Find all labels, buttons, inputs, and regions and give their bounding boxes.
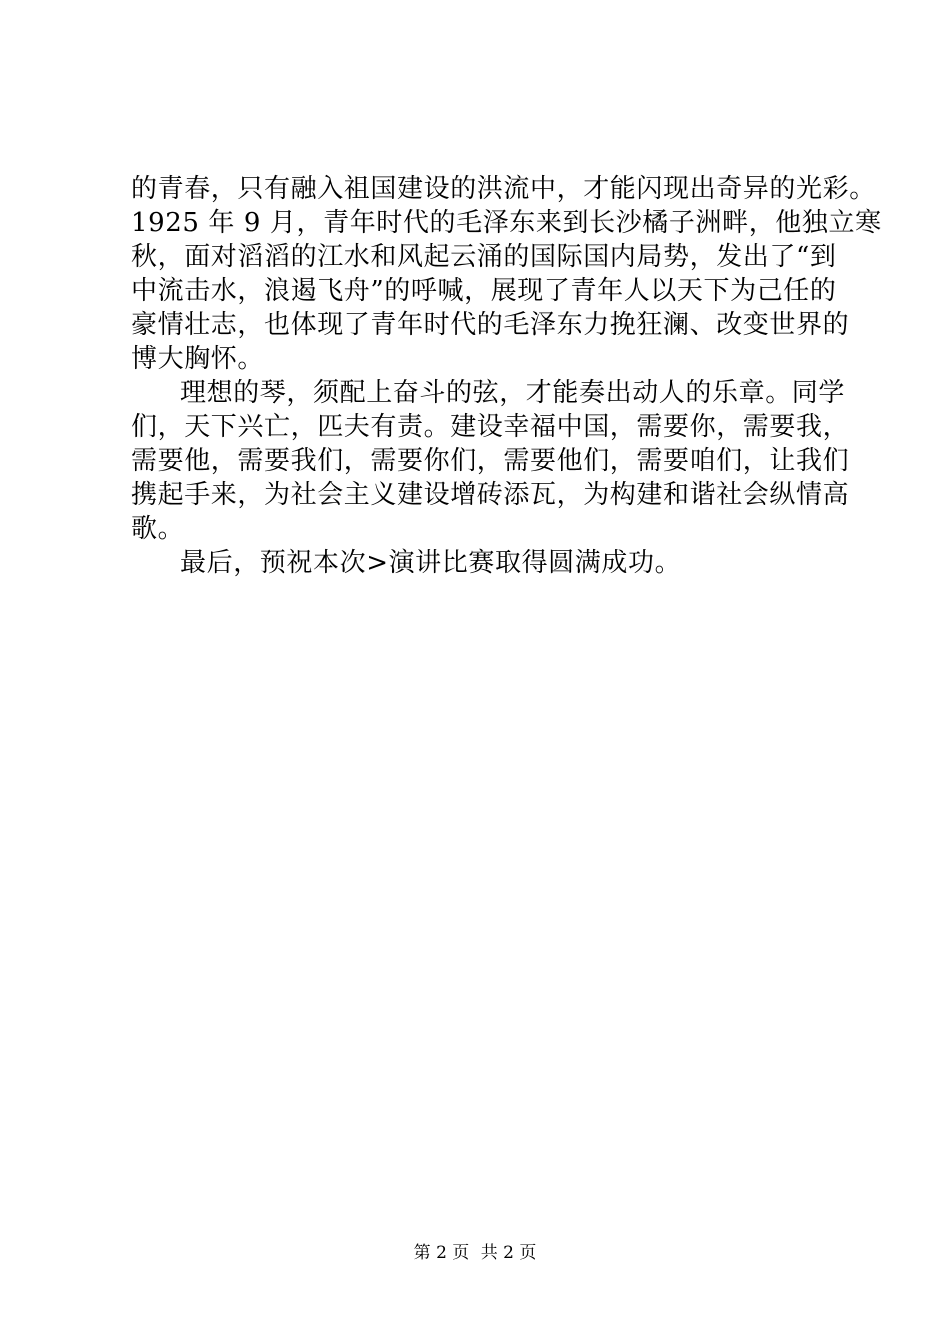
text-line: 的青春，只有融入祖国建设的洪流中，才能闪现出奇异的光彩。 (131, 174, 876, 204)
text-line: 最后，预祝本次>演讲比赛取得圆满成功。 (180, 548, 682, 578)
text-line: 歌。 (131, 514, 185, 544)
text-line: 中流击水，浪遏飞舟”的呼喊，展现了青年人以天下为己任的 (131, 276, 837, 306)
page-number: 第 2 页 (413, 1243, 470, 1263)
total-pages: 共 2 页 (480, 1243, 537, 1263)
text-line: 1925 年 9 月，青年时代的毛泽东来到长沙橘子洲畔，他独立寒 (131, 208, 882, 238)
text-line: 携起手来，为社会主义建设增砖添瓦，为构建和谐社会纵情高 (131, 480, 850, 510)
text-line: 需要他，需要我们，需要你们，需要他们，需要咱们，让我们 (131, 446, 850, 476)
text-line: 理想的琴，须配上奋斗的弦，才能奏出动人的乐章。同学 (180, 378, 846, 408)
text-line: 豪情壮志，也体现了青年时代的毛泽东力挽狂澜、改变世界的 (131, 310, 850, 340)
paragraph-1 (131, 172, 882, 376)
paragraph-3 (131, 546, 836, 580)
page-footer (0, 1242, 950, 1264)
text-line: 博大胸怀。 (131, 344, 265, 374)
text-line: 们，天下兴亡，匹夫有责。建设幸福中国，需要你，需要我， (131, 412, 850, 442)
body-text (131, 172, 882, 580)
text-line: 秋，面对滔滔的江水和风起云涌的国际国内局势，发出了“到 (131, 242, 837, 272)
paragraph-2 (131, 376, 850, 546)
